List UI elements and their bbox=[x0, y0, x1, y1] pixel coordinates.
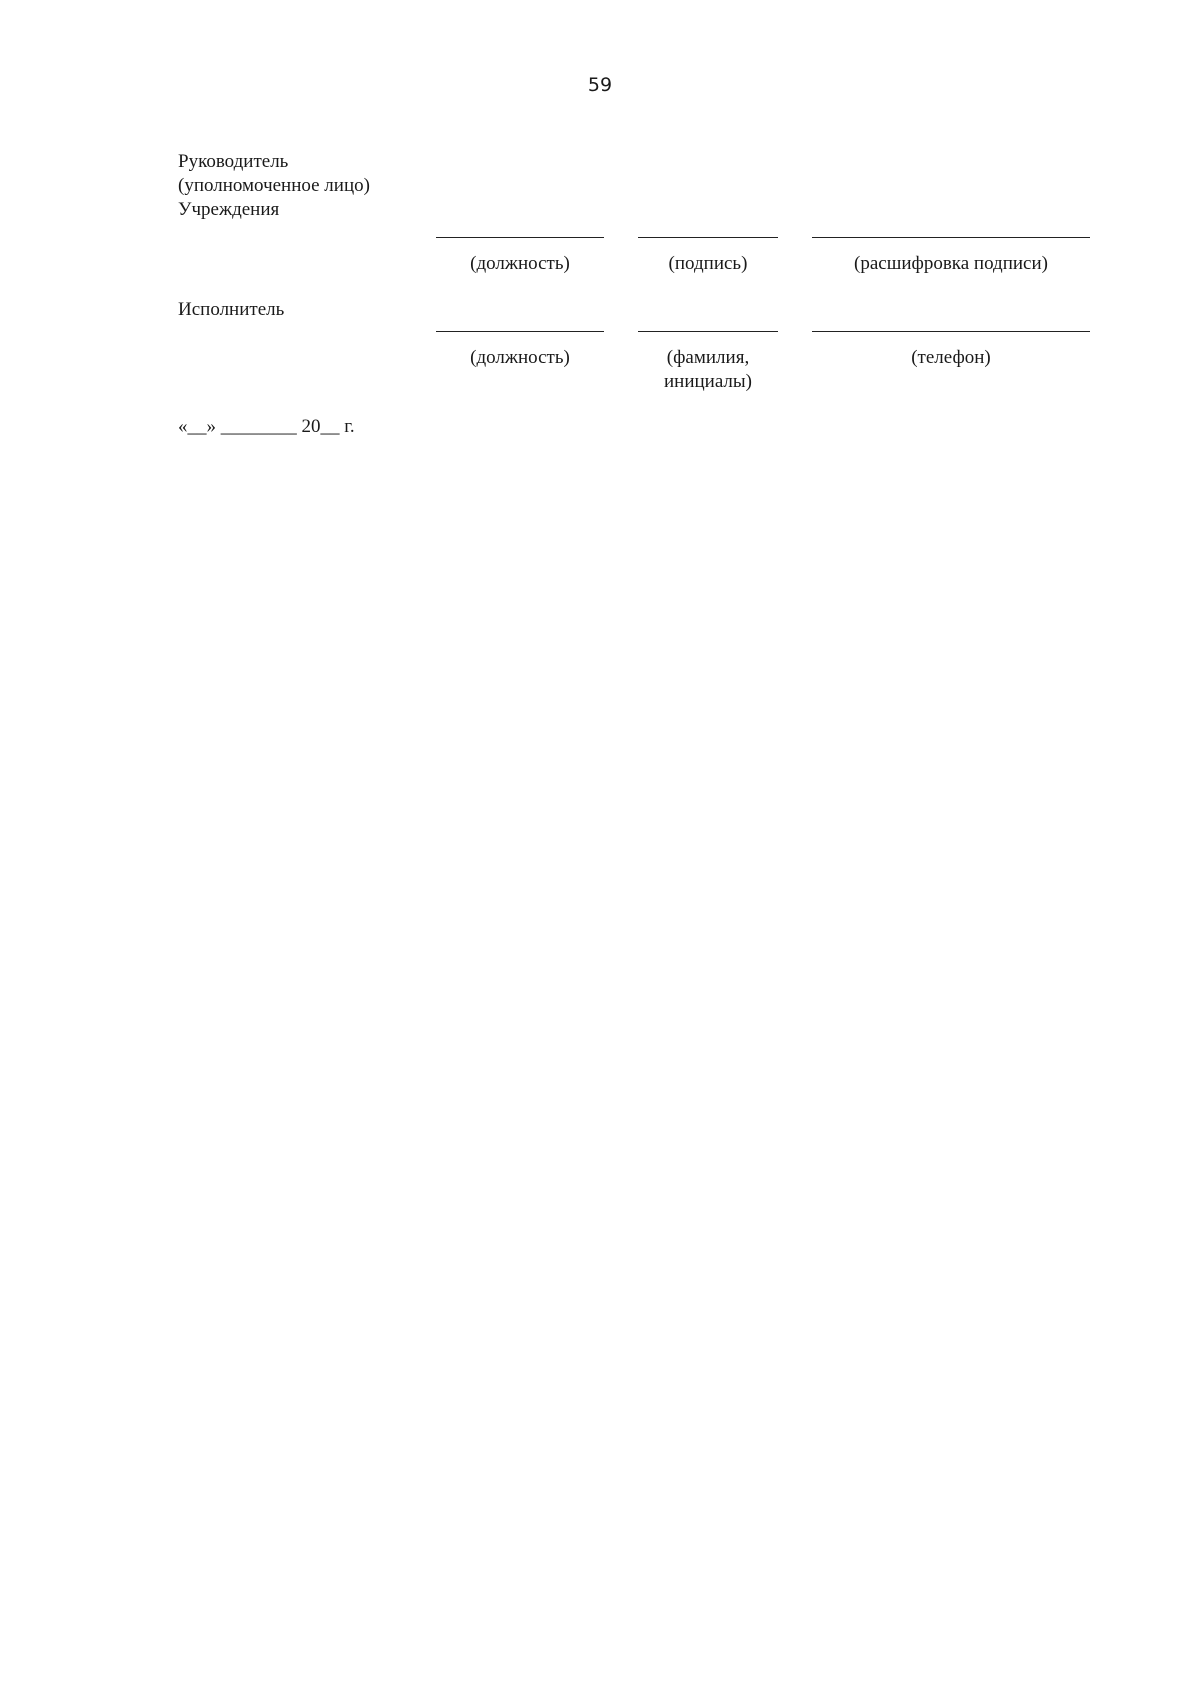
date-line: «__» ________ 20__ г. bbox=[178, 416, 355, 437]
executor-name-caption bbox=[638, 346, 778, 394]
executor-phone-caption: (телефон) bbox=[911, 347, 991, 368]
head-position-caption: (должность) bbox=[470, 253, 570, 274]
executor-phone-line bbox=[812, 331, 1090, 332]
executor-name-line bbox=[638, 331, 778, 332]
head-signature-caption: (подпись) bbox=[668, 253, 748, 274]
executor-name-caption-line-2: инициалы) bbox=[663, 371, 752, 392]
head-label-line-1: Руководитель bbox=[178, 151, 289, 172]
head-label bbox=[178, 150, 370, 222]
page-number: 59 bbox=[587, 74, 613, 96]
head-position-line bbox=[436, 237, 604, 238]
head-signature-decoding-line bbox=[812, 237, 1090, 238]
executor-position-line bbox=[436, 331, 604, 332]
head-label-line-3: Учреждения bbox=[178, 199, 280, 220]
executor-label: Исполнитель bbox=[178, 299, 285, 320]
executor-position-caption: (должность) bbox=[470, 347, 570, 368]
head-signature-line bbox=[638, 237, 778, 238]
head-signature-decoding-caption: (расшифровка подписи) bbox=[854, 253, 1048, 274]
executor-name-caption-line-1: (фамилия, bbox=[666, 347, 750, 368]
head-label-line-2: (уполномоченное лицо) bbox=[178, 175, 370, 196]
